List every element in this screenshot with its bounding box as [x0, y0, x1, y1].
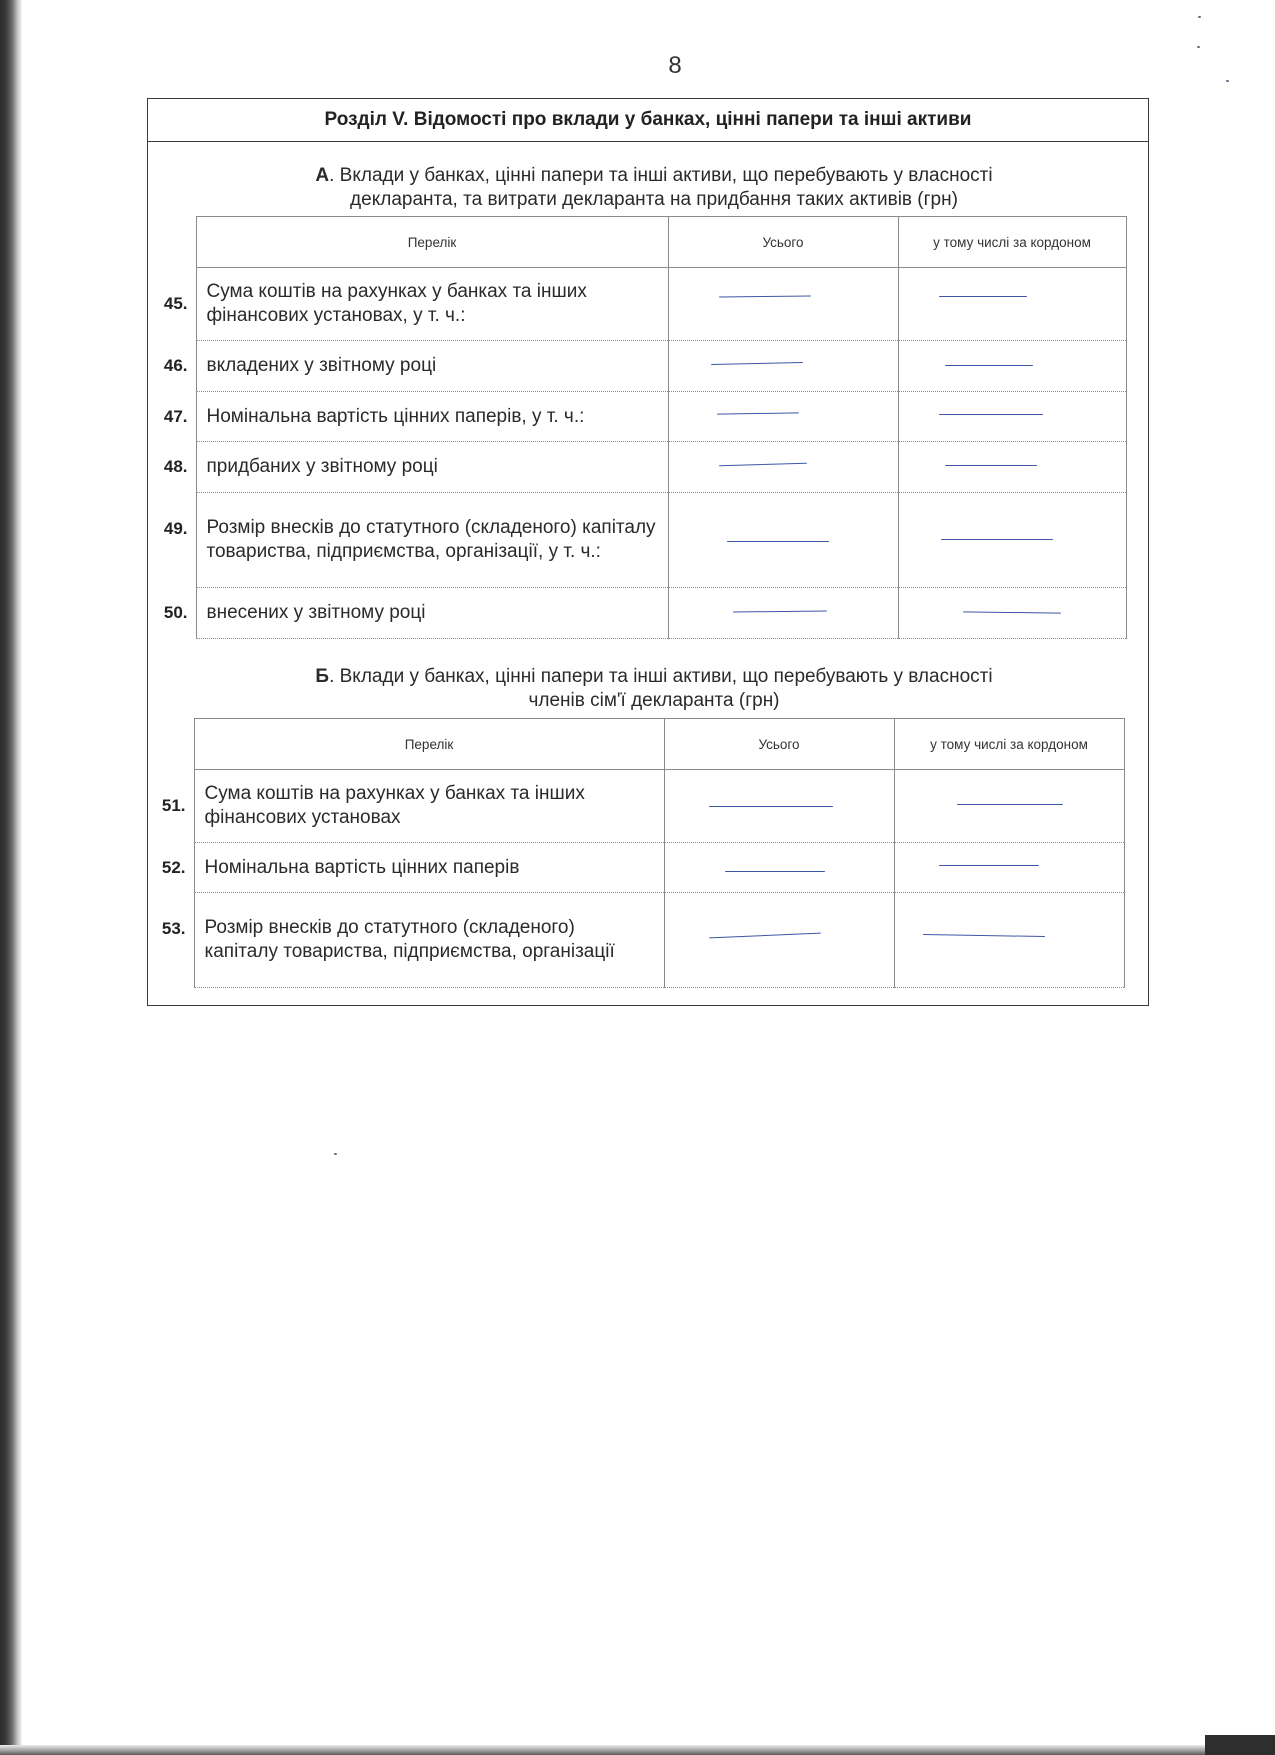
part-b-title	[200, 665, 1108, 713]
scan-bottom-edge	[0, 1745, 1275, 1755]
row-label: Сума коштів на рахунках у банках та інших фінансових установах	[194, 770, 664, 843]
blank-dash-mark	[727, 541, 829, 542]
part-a-title-line2: декларанта, та витрати декларанта на придбання таких активів (грн)	[350, 189, 958, 210]
abroad-cell[interactable]	[898, 588, 1126, 639]
table-row	[152, 268, 1126, 341]
blank-dash-mark	[962, 611, 1060, 614]
blank-dash-mark	[716, 412, 798, 415]
total-cell[interactable]	[668, 588, 898, 639]
blank-dash-mark	[718, 463, 806, 467]
abroad-cell[interactable]	[898, 341, 1126, 392]
row-label: Розмір внесків до статутного (складеного) капіталу товариства, підприємства, організації	[194, 893, 664, 988]
section-title: Розділ V. Відомості про вклади у банках, цінні папери та інші активи	[148, 99, 1148, 142]
table-row	[152, 588, 1126, 639]
table-row	[152, 392, 1126, 442]
col-header-abroad: у тому числі за кордоном	[898, 217, 1126, 268]
abroad-cell[interactable]	[894, 843, 1124, 893]
table-row	[150, 770, 1124, 843]
total-cell[interactable]	[668, 268, 898, 341]
header-corner	[150, 719, 194, 770]
row-label: Номінальна вартість цінних паперів, у т. ч.:	[196, 392, 668, 442]
total-cell[interactable]	[668, 493, 898, 588]
col-header-list: Перелік	[194, 719, 664, 770]
table-row	[152, 341, 1126, 392]
scan-speck	[334, 1153, 337, 1155]
total-cell[interactable]	[668, 341, 898, 392]
blank-dash-mark	[945, 365, 1033, 366]
abroad-cell[interactable]	[898, 493, 1126, 588]
blank-dash-mark	[941, 539, 1053, 540]
part-b-letter: Б	[315, 666, 330, 687]
part-b-title-line2: членів сім'ї декларанта (грн)	[528, 690, 780, 711]
part-a-table	[152, 216, 1127, 639]
part-b-title-line1: . Вклади у банках, цінні папери та інші активи, що перебувають у власності	[329, 666, 993, 687]
total-cell[interactable]	[668, 392, 898, 442]
row-number: 50.	[163, 603, 188, 622]
table-row	[150, 843, 1124, 893]
blank-dash-mark	[957, 804, 1063, 805]
blank-dash-mark	[709, 806, 833, 807]
row-number: 53.	[161, 918, 186, 938]
abroad-cell[interactable]	[898, 268, 1126, 341]
scan-speck	[1226, 80, 1229, 82]
row-label: Розмір внесків до статутного (складеного) капіталу товариства, підприємства, організації, у т. ч.:	[196, 493, 668, 588]
abroad-cell[interactable]	[898, 392, 1126, 442]
scan-speck	[1197, 46, 1200, 48]
table-row	[152, 442, 1126, 493]
row-number: 49.	[163, 518, 188, 538]
table-row	[150, 893, 1124, 988]
abroad-cell[interactable]	[898, 442, 1126, 493]
blank-dash-mark	[709, 933, 821, 939]
row-label: придбаних у звітному році	[196, 442, 668, 493]
scan-speck	[1198, 16, 1201, 18]
table-header-row	[152, 217, 1126, 268]
table-row	[152, 493, 1126, 588]
col-header-list: Перелік	[196, 217, 668, 268]
row-number: 47.	[163, 406, 188, 426]
abroad-cell[interactable]	[894, 770, 1124, 843]
blank-dash-mark	[718, 296, 810, 298]
scan-corner-shadow	[1205, 1735, 1275, 1755]
part-a-title	[200, 164, 1108, 212]
abroad-cell[interactable]	[894, 893, 1124, 988]
blank-dash-mark	[922, 934, 1044, 938]
row-number: 48.	[163, 457, 188, 476]
total-cell[interactable]	[664, 770, 894, 843]
row-label: Номінальна вартість цінних паперів	[194, 843, 664, 893]
blank-dash-mark	[710, 362, 802, 365]
total-cell[interactable]	[668, 442, 898, 493]
row-label: внесених у звітному році	[196, 588, 668, 639]
col-header-abroad: у тому числі за кордоном	[894, 719, 1124, 770]
blank-dash-mark	[939, 865, 1039, 866]
col-header-total: Усього	[664, 719, 894, 770]
part-a-title-line1: . Вклади у банках, цінні папери та інші активи, що перебувають у власності	[329, 165, 993, 186]
blank-dash-mark	[939, 296, 1027, 297]
scan-left-edge	[0, 0, 22, 1755]
row-label: вкладених у звітному році	[196, 341, 668, 392]
row-number: 46.	[163, 356, 188, 375]
page-number: 8	[668, 52, 682, 79]
blank-dash-mark	[725, 871, 825, 872]
header-corner	[152, 217, 196, 268]
row-number: 51.	[161, 796, 186, 815]
row-number: 45.	[163, 294, 188, 313]
total-cell[interactable]	[664, 893, 894, 988]
table-header-row	[150, 719, 1124, 770]
blank-dash-mark	[939, 414, 1043, 415]
blank-dash-mark	[945, 465, 1037, 466]
col-header-total: Усього	[668, 217, 898, 268]
total-cell[interactable]	[664, 843, 894, 893]
part-a-letter: А	[315, 165, 330, 186]
row-number: 52.	[161, 857, 186, 877]
blank-dash-mark	[732, 611, 826, 613]
part-b-table	[150, 718, 1125, 988]
row-label: Сума коштів на рахунках у банках та інших фінансових установах, у т. ч.:	[196, 268, 668, 341]
